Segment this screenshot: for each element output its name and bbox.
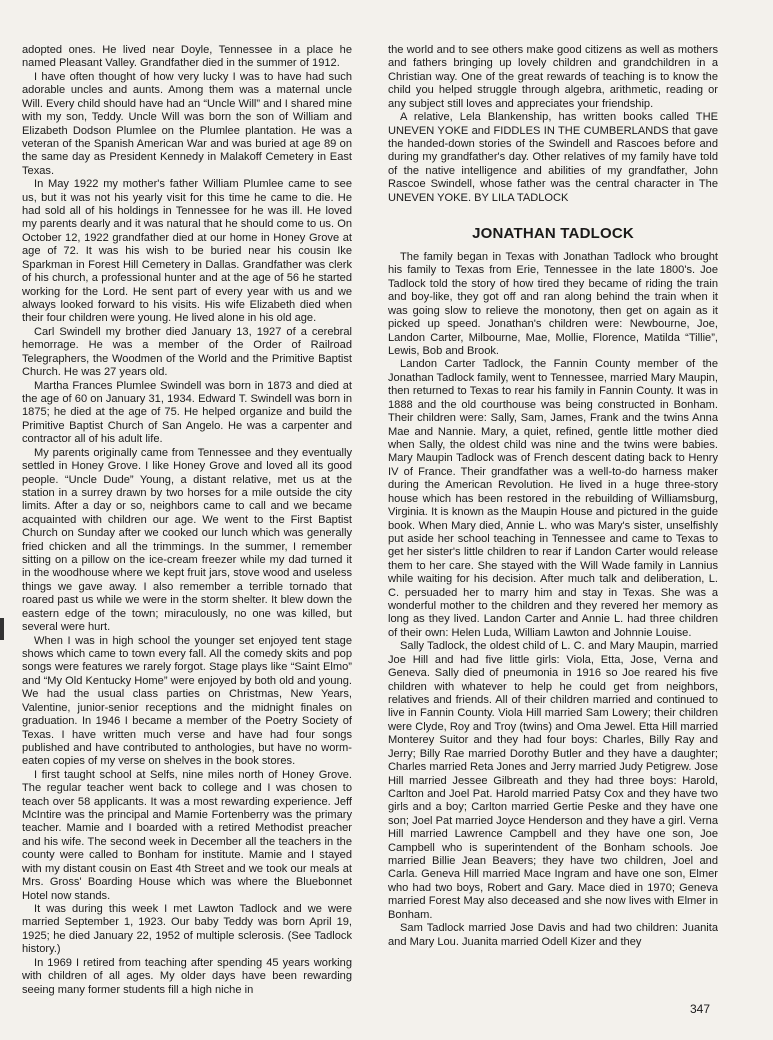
paragraph: Sam Tadlock married Jose Davis and had two children: Juanita and Mary Lou. Juanita married Odell Kizer and they xyxy=(388,922,718,948)
paragraph: It was during this week I met Lawton Tadlock and we were married September 1, 1923. Our baby Teddy was born April 19, 1925; he died January 22, 1952 of multiple sclerosis. (See Tadlock history.) xyxy=(22,903,352,956)
paragraph: Sally Tadlock, the oldest child of L. C. and Mary Maupin, married Joe Hill and had five little girls: Viola, Etta, Jose, Verna and Geneva. Sally died of pneumonia in 1916 so Joe reared his five children with whatever to help he could get from neighbors, relatives and friends. All of their children married and continued to live in Fannin County. Viola Hill married Sam Lowery; their children were Clyde, Roy and Troy (twins) and Oma Jewel. Etta Hill married Monterey Suitor and they had four boys: Charles, Billy Ray and Jerry; Billy Rae married Dorothy Butler and they have a daughter; Charles married Reta Jones and Jerry married Judy Petigrew. Jose Hill married Jessee Gilbreath and they had three boys: Harold, Carlton and Joel Pat. Harold married Patsy Cox and they have two girls and a boy; Carlton married Gertie Peske and they have one son; Joel Pat married Joyce Henderson and they have a girl. Verna Hill married Lawrence Campbell and they have one son, Joe Campbell who is superintendent of the Bonham schools. Joe married Billie Jean Beavers; they have two children, Joel and Carla. Geneva Hill married Mace Ingram and have one son, Elmer who had two boys, Robert and Gary. Mace died in 1970; Geneva married Forest May also deceased and she now lives with Elmer in Bonham. xyxy=(388,640,718,921)
paragraph: I first taught school at Selfs, nine miles north of Honey Grove. The regular teacher went back to college and I was chosen to teach over 58 applicants. It was a most rewarding experience. Jeff McIntire was the principal and Mamie Fortenberry was the primary teacher. Mamie and I boarded with a retired Methodist preacher and his wife. The second week in December all the teachers in the county were called to Bonham for institute. Mamie and I stayed with my distant cousin on East 4th Street and we took our meals at Mrs. Gross' Boarding House which was where the Bluebonnet Hotel now stands. xyxy=(22,768,352,902)
paragraph: A relative, Lela Blankenship, has written books called THE UNEVEN YOKE and FIDDLES IN THE CUMBERLANDS that gave the handed-down stories of the Swindell and Rascoes before and during my grandfather's day. Other relatives of my family have told of the native intelligence and abilities of my grandfather, John Rascoe Swindell, whose father was the central character in The UNEVEN YOKE. BY LILA TADLOCK xyxy=(388,111,718,204)
paragraph: Landon Carter Tadlock, the Fannin County member of the Jonathan Tadlock family, went to Tennessee, married Mary Maupin, then returned to Texas to rear his family in Fannin County. It was in 1888 and the old courthouse was being constructed in Bonham. Their children were: Sally, Sam, James, Frank and the twins Anna Mae and Nannie. Mary, a quiet, refined, gentle little mother died when Sally, the oldest child was nine and the twins were babies. Mary Maupin Tadlock was of French descent dating back to Henry IV of France. Their grandfather was a well-to-do harness maker during the American Revolution. He lived in a huge three-story house which has been restored in the rebuilding of Williamsburg, Virginia. It is known as the Maupin House and pictured in the guide book. When Mary died, Annie L. who was Mary's sister, unselfishly put aside her school teaching in Tennessee and came to Texas to get her sister's little children to rear if Landon Carter would release them to her care. She stayed with the Will Wade family in Lannius while waiting for his decision. After much talk and deliberation, L. C. persuaded her to marry him and stay in Texas. She was a wonderful mother to the children and they revered her memory as long as they lived. Landon Carter and Annie L. had three children of their own: Helen Luda, William Lawton and Johnnie Louise. xyxy=(388,358,718,639)
paragraph: In 1969 I retired from teaching after spending 45 years working with children of all ages. My older days have been rewarding seeing many former students fill a high niche in xyxy=(22,956,352,996)
paragraph: the world and to see others make good citizens as well as mothers and fathers bringing up lovely children and grandchildren in a Christian way. One of the great rewards of teaching is to know the child you helped struggle through algebra, arithmetic, reading or any subject still loves and appreciates your friendship. xyxy=(388,44,718,110)
paragraph: I have often thought of how very lucky I was to have had such adorable uncles and aunts. Among them was a maternal uncle Will. Every child should have had an “Uncle Will” and I shared mine with my son, Teddy. Uncle Will was born the son of William and Elizabeth Dodson Plumlee on the Plumlee plantation. He was a veteran of the Spanish American War and was buried at age 89 on the same day as President Kennedy in Malakoff Cemetery in East Texas. xyxy=(22,70,352,177)
paragraph: The family began in Texas with Jonathan Tadlock who brought his family to Texas from Erie, Tennessee in the late 1800's. Joe Tadlock told the story of how tired they became of riding the train and boy-like, they got off and ran along behind the train when it was going slow to relieve the monotony, then get on again as it picked up speed. Jonathan's children were: Newbourne, Joe, Landon Carter, Milbourne, Mae, Mollie, Florence, Matilda “Tillie”, Lewis, Bob and Brook. xyxy=(388,251,718,358)
paragraph: In May 1922 my mother's father William Plumlee came to see us, but it was not his yearly visit for this time he came to die. He had sold all of his holdings in Tennessee for he was ill. He loved my parents dearly and it was natural that he should come to us. On October 12, 1922 grandfather died at our home in Honey Grove at age of 72. It was his wish to be buried near his cousin Ike Sparkman in Forest Hill Cemetery in Dallas. Grandfather was clerk of his church, a professional hunter and at the age of 56 he started working for the Lord. He sent part of every year with us and we always looked forward to his visits. His wife Elizabeth died when their four children were young. He lived alone in his old age. xyxy=(22,178,352,325)
paragraph: When I was in high school the younger set enjoyed tent stage shows which came to town every fall. All the comedy skits and pop songs were features we rarely forgot. Stage plays like “Saint Elmo” and “My Old Kentucky Home” were enjoyed by both old and young. We had the usual class parties on Christmas, New Years, Valentine, junior-senior receptions and the midnight finales on graduation. In 1946 I became a member of the Poetry Society of Texas. I have written much verse and have had four songs published and have contributed to anthologies, but have no worm-eaten copies of my verse on shelves in the book stores. xyxy=(22,634,352,768)
paragraph: My parents originally came from Tennessee and they eventually settled in Honey Grove. I like Honey Grove and loved all its good people. “Uncle Dude” Young, a distant relative, met us at the station in a surrey drawn by two horses for a mile outside the city limits. After a day or so, neighbors came to call and we became acquainted with children our age. We went to the First Baptist Church on Sunday after we cooked our lunch which was generally fried chicken and all the trimmings. In the summer, I remember sitting on a pillow on the ice-cream freezer while my dad turned it in the woodhouse where we kept fruit jars, stove wood and useless things we gave away. I also remember a terrible tornado that roared past us while we were in the storm shelter. It blew down the eastern edge of the town; miraculously, no one was killed, but several were hurt. xyxy=(22,446,352,634)
section-heading: JONATHAN TADLOCK xyxy=(472,225,634,243)
paragraph: adopted ones. He lived near Doyle, Tennessee in a place he named Pleasant Valley. Grandfather died in the summer of 1912. xyxy=(22,44,352,70)
left-column xyxy=(22,44,352,999)
paragraph: Carl Swindell my brother died January 13, 1927 of a cerebral hemorrage. He was a member of the Order of Railroad Telegraphers, the Woodmen of the World and the Primitive Baptist Church. He was 27 years old. xyxy=(22,325,352,379)
paragraph: Martha Frances Plumlee Swindell was born in 1873 and died at the age of 60 on January 31, 1934. Edward T. Swindell was born in 1875; he died at the age of 75. He helped organize and build the Primitive Baptist Church of San Angelo. He was a carpenter and contractor all of his adult life. xyxy=(22,379,352,446)
page-number: 347 xyxy=(690,1002,711,1016)
right-column xyxy=(388,44,718,989)
binding-edge-mark xyxy=(0,618,4,640)
